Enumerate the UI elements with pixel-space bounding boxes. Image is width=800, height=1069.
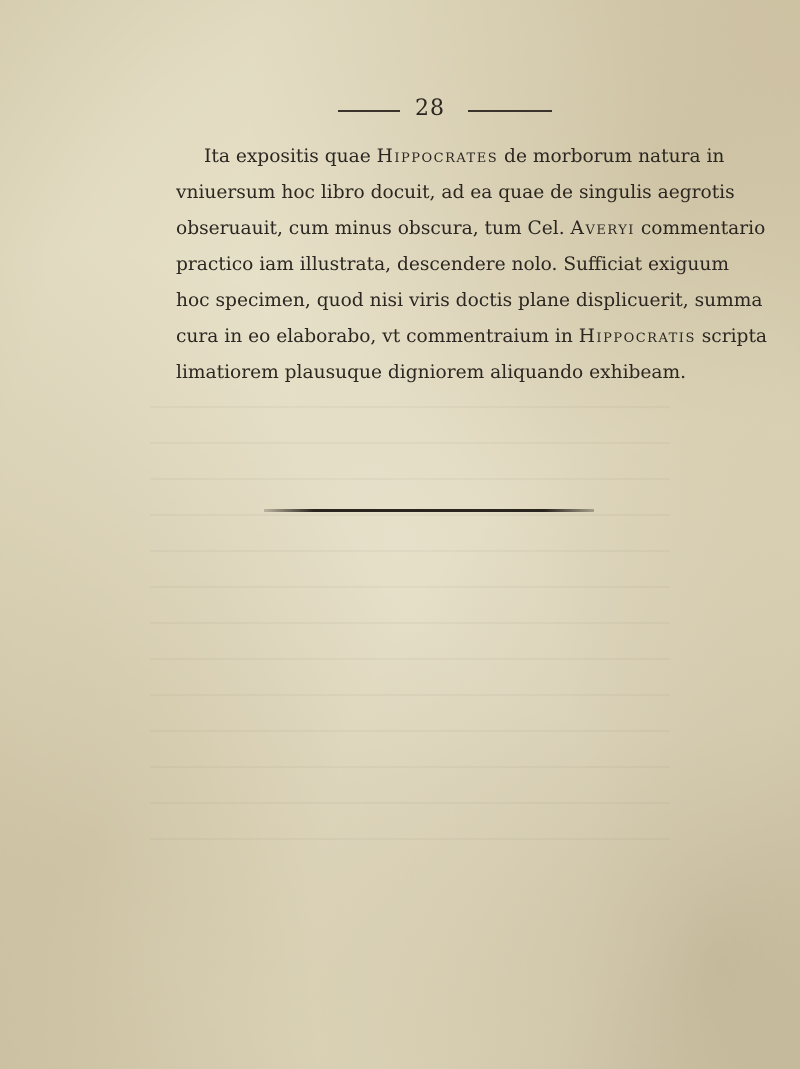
end-rule [264,509,594,512]
text-fragment: vniuersum hoc libro docuit, ad ea quae de singulis aegrotis [176,182,735,203]
text-fragment: scripta [695,326,768,347]
show-through-texture [150,390,670,840]
text-fragment: de morborum natura in [498,146,725,167]
page-header [0,96,800,126]
text-fragment: cura in eo elaborabo, vt commentraium in [176,326,579,347]
header-rule-right [468,110,552,112]
text-line-6 [176,319,768,355]
text-line-2 [176,175,735,211]
page-number: 28 [415,96,445,121]
text-fragment: obseruauit, cum minus obscura, tum Cel. [176,218,571,239]
text-fragment: practico iam illustrata, descendere nolo. Sufficiat exiguum [176,254,729,275]
author-name-hippocrates: Hippocrates [376,146,499,167]
text-fragment: Ita expositis quae [204,146,377,167]
author-name-hippocratis: Hippocratis [578,326,696,347]
text-line-7 [176,355,687,391]
text-fragment: hoc specimen, quod nisi viris doctis plane displicuerit, summa [176,290,763,311]
header-rule-left [338,110,400,112]
text-line-3 [176,211,766,247]
text-line-1 [176,139,725,175]
author-name-averyi: Averyi [570,218,635,239]
text-line-5 [176,283,763,319]
text-line-4 [176,247,729,283]
text-fragment: commentario [634,218,766,239]
body-paragraph [176,139,768,391]
text-fragment: limatiorem plausuque digniorem aliquando exhibeam. [176,362,687,383]
